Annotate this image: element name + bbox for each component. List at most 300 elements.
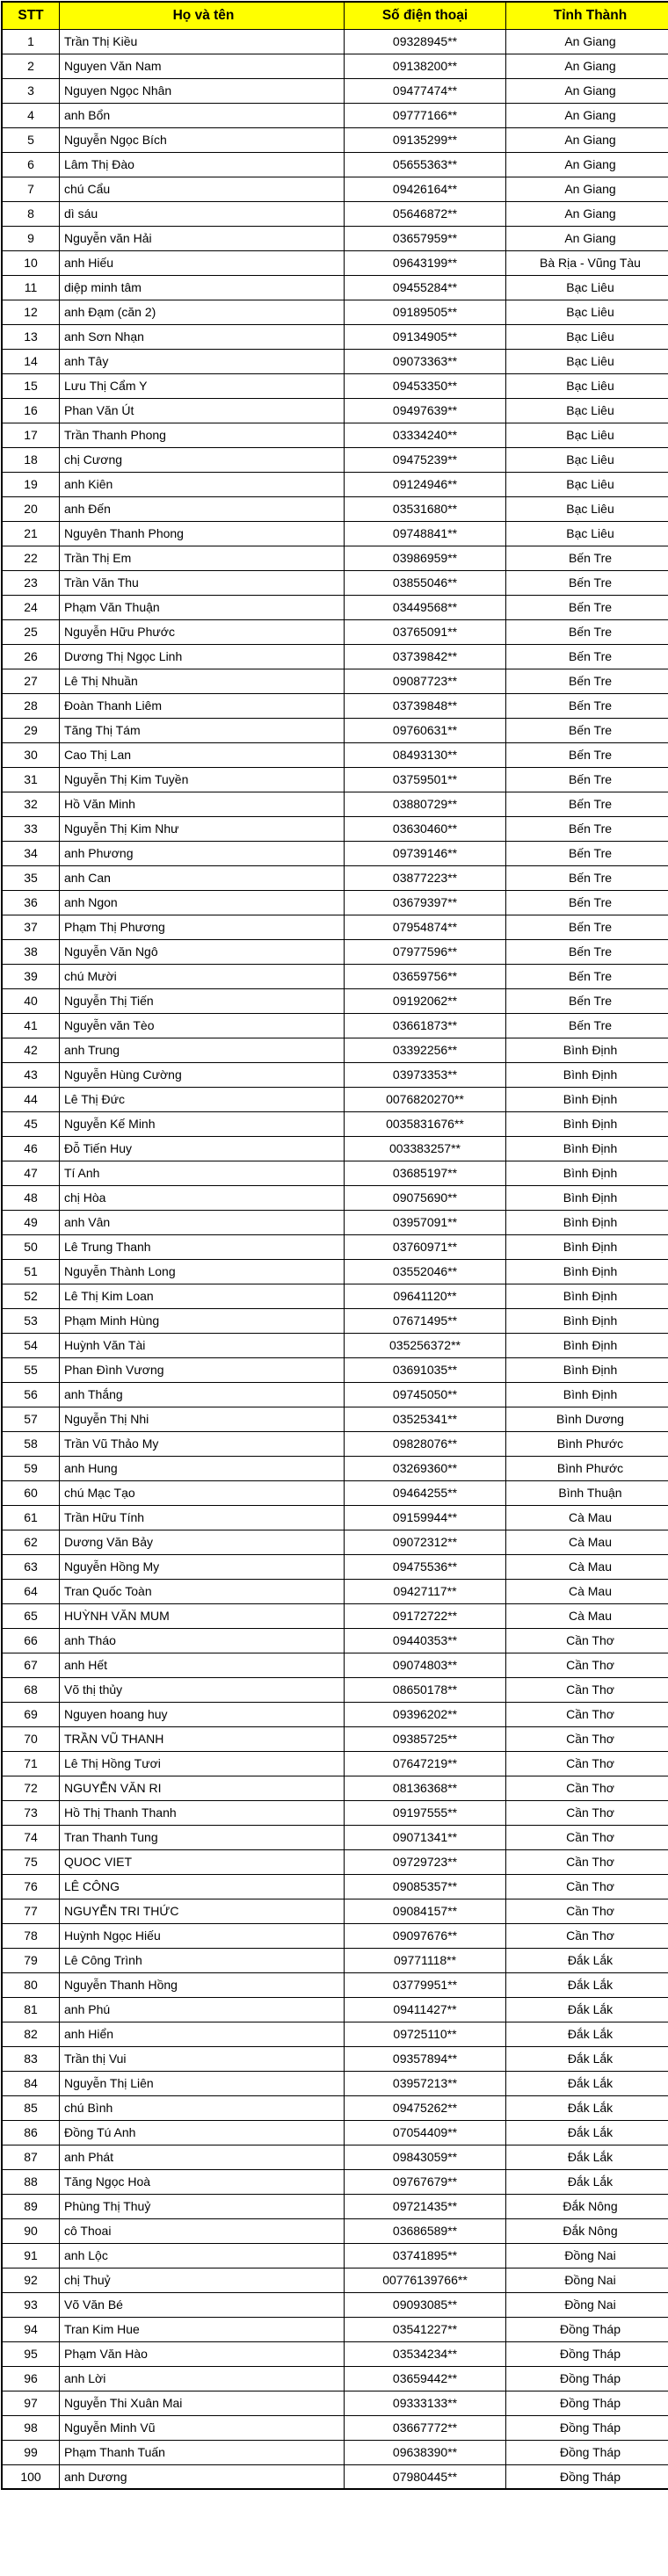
cell-province: Bà Rịa - Vũng Tàu	[506, 250, 668, 275]
cell-province: Đồng Tháp	[506, 2341, 668, 2366]
cell-province: Đồng Tháp	[506, 2317, 668, 2341]
cell-province: Đắk Lắk	[506, 2046, 668, 2071]
table-row	[2, 300, 668, 324]
cell-stt: 10	[2, 250, 60, 275]
cell-phone: 09828076**	[345, 1431, 506, 1456]
cell-province: Bình Định	[506, 1259, 668, 1284]
table-row	[2, 1874, 668, 1899]
cell-stt: 24	[2, 595, 60, 619]
cell-name: Nguyễn Hồng My	[60, 1554, 345, 1579]
cell-phone: 09075690**	[345, 1185, 506, 1210]
table-row	[2, 29, 668, 54]
cell-name: anh Can	[60, 865, 345, 890]
cell-phone: 03552046**	[345, 1259, 506, 1284]
cell-phone: 09475262**	[345, 2095, 506, 2120]
cell-province: Bến Tre	[506, 693, 668, 718]
cell-name: anh Bổn	[60, 103, 345, 127]
cell-phone: 09071341**	[345, 1825, 506, 1849]
cell-province: Bến Tre	[506, 792, 668, 816]
table-row	[2, 2071, 668, 2095]
cell-name: anh Đến	[60, 496, 345, 521]
cell-stt: 84	[2, 2071, 60, 2095]
cell-name: Phan Đình Vương	[60, 1357, 345, 1382]
cell-province: Bến Tre	[506, 619, 668, 644]
cell-phone: 09475239**	[345, 447, 506, 472]
table-row	[2, 2415, 668, 2440]
table-row	[2, 2243, 668, 2268]
cell-phone: 03685197**	[345, 1161, 506, 1185]
table-row	[2, 1579, 668, 1603]
cell-phone: 09739146**	[345, 841, 506, 865]
table-row	[2, 792, 668, 816]
table-row	[2, 570, 668, 595]
cell-province: Đắk Nông	[506, 2194, 668, 2218]
cell-name: Lê Công Trình	[60, 1948, 345, 1972]
cell-name: Cao Thị Lan	[60, 742, 345, 767]
cell-name: Tí Anh	[60, 1161, 345, 1185]
cell-province: Đắk Lắk	[506, 2120, 668, 2145]
cell-stt: 5	[2, 127, 60, 152]
table-row	[2, 373, 668, 398]
cell-name: anh Sơn Nhạn	[60, 324, 345, 349]
cell-stt: 92	[2, 2268, 60, 2292]
cell-stt: 80	[2, 1972, 60, 1997]
cell-stt: 63	[2, 1554, 60, 1579]
table-row	[2, 2440, 668, 2464]
cell-phone: 09172722**	[345, 1603, 506, 1628]
cell-name: Nguyễn Thị Liên	[60, 2071, 345, 2095]
table-row	[2, 2145, 668, 2169]
table-row	[2, 1161, 668, 1185]
table-row	[2, 1776, 668, 1800]
table-row	[2, 767, 668, 792]
table-row	[2, 1259, 668, 1284]
cell-stt: 90	[2, 2218, 60, 2243]
cell-name: Phạm Thị Phương	[60, 915, 345, 939]
cell-phone: 09328945**	[345, 29, 506, 54]
cell-phone: 03855046**	[345, 570, 506, 595]
cell-stt: 88	[2, 2169, 60, 2194]
table-row	[2, 1308, 668, 1333]
cell-name: Nguyen Văn Nam	[60, 54, 345, 78]
cell-province: Cần Thơ	[506, 1923, 668, 1948]
table-row	[2, 1038, 668, 1062]
table-row	[2, 546, 668, 570]
table-row	[2, 915, 668, 939]
cell-province: Bạc Liêu	[506, 447, 668, 472]
cell-province: Bến Tre	[506, 964, 668, 988]
cell-name: Hồ Thị Thanh Thanh	[60, 1800, 345, 1825]
table-row	[2, 250, 668, 275]
cell-province: An Giang	[506, 29, 668, 54]
cell-phone: 003383257**	[345, 1136, 506, 1161]
cell-name: anh Hiếu	[60, 250, 345, 275]
cell-stt: 37	[2, 915, 60, 939]
table-row	[2, 2218, 668, 2243]
cell-province: Bến Tre	[506, 546, 668, 570]
cell-stt: 26	[2, 644, 60, 669]
table-row	[2, 423, 668, 447]
cell-stt: 77	[2, 1899, 60, 1923]
cell-phone: 03760971**	[345, 1234, 506, 1259]
cell-province: Bình Định	[506, 1062, 668, 1087]
cell-phone: 09475536**	[345, 1554, 506, 1579]
cell-phone: 09725110**	[345, 2022, 506, 2046]
cell-stt: 95	[2, 2341, 60, 2366]
cell-phone: 03392256**	[345, 1038, 506, 1062]
cell-name: Đỗ Tiến Huy	[60, 1136, 345, 1161]
cell-name: Nguyễn Thị Kim Như	[60, 816, 345, 841]
cell-stt: 22	[2, 546, 60, 570]
cell-name: Nguyễn Thị Tiến	[60, 988, 345, 1013]
cell-phone: 09464255**	[345, 1480, 506, 1505]
cell-phone: 03973353**	[345, 1062, 506, 1087]
table-row	[2, 1185, 668, 1210]
table-row	[2, 988, 668, 1013]
cell-province: Cần Thơ	[506, 1899, 668, 1923]
cell-phone: 09333133**	[345, 2391, 506, 2415]
cell-phone: 09134905**	[345, 324, 506, 349]
cell-province: Cần Thơ	[506, 1849, 668, 1874]
cell-province: Bến Tre	[506, 816, 668, 841]
table-row	[2, 2292, 668, 2317]
cell-phone: 03269360**	[345, 1456, 506, 1480]
cell-name: anh Vân	[60, 1210, 345, 1234]
cell-stt: 93	[2, 2292, 60, 2317]
cell-phone: 03739842**	[345, 644, 506, 669]
cell-province: Cần Thơ	[506, 1726, 668, 1751]
cell-name: Phan Văn Út	[60, 398, 345, 423]
cell-name: LÊ CÔNG	[60, 1874, 345, 1899]
cell-phone: 035256372**	[345, 1333, 506, 1357]
cell-phone: 09385725**	[345, 1726, 506, 1751]
cell-phone: 03630460**	[345, 816, 506, 841]
cell-stt: 69	[2, 1702, 60, 1726]
cell-name: Võ thị thủy	[60, 1677, 345, 1702]
cell-phone: 09124946**	[345, 472, 506, 496]
cell-phone: 03531680**	[345, 496, 506, 521]
cell-phone: 03679397**	[345, 890, 506, 915]
cell-name: chú Cẩu	[60, 177, 345, 201]
table-row	[2, 472, 668, 496]
header-province: Tỉnh Thành	[506, 2, 668, 29]
cell-phone: 03534234**	[345, 2341, 506, 2366]
cell-phone: 03877223**	[345, 865, 506, 890]
cell-stt: 97	[2, 2391, 60, 2415]
cell-phone: 08493130**	[345, 742, 506, 767]
table-row	[2, 1407, 668, 1431]
cell-province: Cần Thơ	[506, 1677, 668, 1702]
cell-province: Đắk Lắk	[506, 2095, 668, 2120]
cell-name: Trần Thị Em	[60, 546, 345, 570]
table-row	[2, 1800, 668, 1825]
cell-stt: 73	[2, 1800, 60, 1825]
cell-stt: 82	[2, 2022, 60, 2046]
cell-phone: 03541227**	[345, 2317, 506, 2341]
table-row	[2, 2341, 668, 2366]
cell-name: anh Phú	[60, 1997, 345, 2022]
cell-stt: 36	[2, 890, 60, 915]
cell-name: Nguyễn Thanh Hồng	[60, 1972, 345, 1997]
cell-phone: 09748841**	[345, 521, 506, 546]
cell-province: Đắk Lắk	[506, 1997, 668, 2022]
cell-province: Bình Định	[506, 1210, 668, 1234]
cell-name: chú Bình	[60, 2095, 345, 2120]
cell-phone: 09159944**	[345, 1505, 506, 1530]
cell-name: anh Phương	[60, 841, 345, 865]
table-row	[2, 1653, 668, 1677]
cell-stt: 44	[2, 1087, 60, 1111]
cell-phone: 07980445**	[345, 2464, 506, 2489]
cell-phone: 03957213**	[345, 2071, 506, 2095]
cell-phone: 09093085**	[345, 2292, 506, 2317]
cell-phone: 09638390**	[345, 2440, 506, 2464]
cell-stt: 56	[2, 1382, 60, 1407]
cell-name: dì sáu	[60, 201, 345, 226]
cell-name: Hồ Văn Minh	[60, 792, 345, 816]
cell-province: Cần Thơ	[506, 1702, 668, 1726]
cell-name: NGUYỄN VĂN RI	[60, 1776, 345, 1800]
cell-stt: 35	[2, 865, 60, 890]
cell-stt: 17	[2, 423, 60, 447]
cell-phone: 09197555**	[345, 1800, 506, 1825]
table-row	[2, 1013, 668, 1038]
cell-province: Bình Phước	[506, 1456, 668, 1480]
table-row	[2, 54, 668, 78]
cell-phone: 09085357**	[345, 1874, 506, 1899]
cell-name: Trần Thị Kiều	[60, 29, 345, 54]
cell-province: Bạc Liêu	[506, 521, 668, 546]
cell-stt: 21	[2, 521, 60, 546]
cell-stt: 66	[2, 1628, 60, 1653]
cell-province: Đắk Nông	[506, 2218, 668, 2243]
cell-province: Bạc Liêu	[506, 349, 668, 373]
cell-name: Nguyen hoang huy	[60, 1702, 345, 1726]
cell-province: Đắk Lắk	[506, 2145, 668, 2169]
cell-province: Bến Tre	[506, 595, 668, 619]
cell-name: Phạm Minh Hùng	[60, 1308, 345, 1333]
cell-stt: 94	[2, 2317, 60, 2341]
cell-province: Đắk Lắk	[506, 1948, 668, 1972]
cell-name: Nguyễn văn Tèo	[60, 1013, 345, 1038]
table-row	[2, 1677, 668, 1702]
cell-stt: 98	[2, 2415, 60, 2440]
cell-stt: 85	[2, 2095, 60, 2120]
cell-name: Phạm Văn Thuận	[60, 595, 345, 619]
cell-stt: 27	[2, 669, 60, 693]
cell-phone: 09453350**	[345, 373, 506, 398]
cell-name: anh Lộc	[60, 2243, 345, 2268]
cell-name: Trần Văn Thu	[60, 570, 345, 595]
cell-stt: 3	[2, 78, 60, 103]
cell-province: Bến Tre	[506, 915, 668, 939]
cell-name: Tran Thanh Tung	[60, 1825, 345, 1849]
table-row	[2, 521, 668, 546]
table-row	[2, 890, 668, 915]
cell-name: Nguyễn Minh Vũ	[60, 2415, 345, 2440]
table-row	[2, 1111, 668, 1136]
table-row	[2, 1972, 668, 1997]
cell-province: Cần Thơ	[506, 1825, 668, 1849]
cell-stt: 74	[2, 1825, 60, 1849]
cell-stt: 83	[2, 2046, 60, 2071]
cell-stt: 89	[2, 2194, 60, 2218]
header-stt: STT	[2, 2, 60, 29]
cell-province: Bình Định	[506, 1234, 668, 1259]
cell-province: Bình Thuận	[506, 1480, 668, 1505]
cell-stt: 71	[2, 1751, 60, 1776]
cell-stt: 29	[2, 718, 60, 742]
cell-stt: 49	[2, 1210, 60, 1234]
table-row	[2, 103, 668, 127]
cell-name: anh Lời	[60, 2366, 345, 2391]
cell-stt: 2	[2, 54, 60, 78]
header-name: Họ và tên	[60, 2, 345, 29]
cell-province: Bình Định	[506, 1136, 668, 1161]
cell-stt: 43	[2, 1062, 60, 1087]
table-row	[2, 1530, 668, 1554]
cell-name: Nguyễn Ngọc Bích	[60, 127, 345, 152]
cell-stt: 64	[2, 1579, 60, 1603]
cell-phone: 03739848**	[345, 693, 506, 718]
cell-name: Trần thị Vui	[60, 2046, 345, 2071]
cell-name: Nguyễn Thành Long	[60, 1259, 345, 1284]
cell-phone: 03657959**	[345, 226, 506, 250]
table-row	[2, 2095, 668, 2120]
cell-phone: 09721435**	[345, 2194, 506, 2218]
cell-stt: 16	[2, 398, 60, 423]
cell-name: HUỲNH VĂN MUM	[60, 1603, 345, 1628]
cell-stt: 62	[2, 1530, 60, 1554]
cell-stt: 8	[2, 201, 60, 226]
cell-phone: 09072312**	[345, 1530, 506, 1554]
table-row	[2, 644, 668, 669]
cell-province: Đồng Tháp	[506, 2366, 668, 2391]
cell-province: Đồng Tháp	[506, 2391, 668, 2415]
cell-stt: 91	[2, 2243, 60, 2268]
cell-name: Dương Văn Bảy	[60, 1530, 345, 1554]
cell-province: Bình Định	[506, 1111, 668, 1136]
cell-stt: 45	[2, 1111, 60, 1136]
cell-stt: 48	[2, 1185, 60, 1210]
cell-phone: 03765091**	[345, 619, 506, 644]
cell-phone: 03449568**	[345, 595, 506, 619]
cell-province: Đắk Lắk	[506, 2071, 668, 2095]
cell-stt: 14	[2, 349, 60, 373]
cell-phone: 03659442**	[345, 2366, 506, 2391]
cell-stt: 99	[2, 2440, 60, 2464]
cell-province: Đồng Tháp	[506, 2415, 668, 2440]
table-row	[2, 865, 668, 890]
cell-province: An Giang	[506, 54, 668, 78]
table-row	[2, 2366, 668, 2391]
table-row	[2, 1603, 668, 1628]
table-row	[2, 324, 668, 349]
cell-stt: 23	[2, 570, 60, 595]
cell-phone: 03661873**	[345, 1013, 506, 1038]
cell-name: Lê Trung Thanh	[60, 1234, 345, 1259]
cell-phone: 09477474**	[345, 78, 506, 103]
cell-phone: 09396202**	[345, 1702, 506, 1726]
cell-stt: 1	[2, 29, 60, 54]
cell-name: Nguyễn văn Hải	[60, 226, 345, 250]
cell-phone: 09771118**	[345, 1948, 506, 1972]
cell-province: Bến Tre	[506, 890, 668, 915]
cell-province: Bạc Liêu	[506, 275, 668, 300]
cell-province: Bến Tre	[506, 718, 668, 742]
contact-table	[1, 1, 668, 2490]
cell-phone: 03525341**	[345, 1407, 506, 1431]
cell-province: Bình Định	[506, 1357, 668, 1382]
table-row	[2, 1554, 668, 1579]
cell-name: chú Mười	[60, 964, 345, 988]
cell-province: Cần Thơ	[506, 1628, 668, 1653]
cell-province: Đắk Lắk	[506, 1972, 668, 1997]
cell-stt: 11	[2, 275, 60, 300]
cell-phone: 03779951**	[345, 1972, 506, 1997]
cell-phone: 09767679**	[345, 2169, 506, 2194]
table-row	[2, 816, 668, 841]
cell-phone: 09641120**	[345, 1284, 506, 1308]
cell-province: Bình Định	[506, 1308, 668, 1333]
cell-stt: 81	[2, 1997, 60, 2022]
cell-province: Cần Thơ	[506, 1653, 668, 1677]
cell-province: Cà Mau	[506, 1579, 668, 1603]
cell-name: Lâm Thị Đào	[60, 152, 345, 177]
table-row	[2, 1899, 668, 1923]
cell-phone: 09843059**	[345, 2145, 506, 2169]
cell-name: Dương Thị Ngọc Linh	[60, 644, 345, 669]
cell-name: Phùng Thị Thuỷ	[60, 2194, 345, 2218]
cell-stt: 40	[2, 988, 60, 1013]
cell-province: Bạc Liêu	[506, 472, 668, 496]
table-row	[2, 398, 668, 423]
cell-stt: 9	[2, 226, 60, 250]
cell-province: Đồng Tháp	[506, 2440, 668, 2464]
cell-name: cô Thoai	[60, 2218, 345, 2243]
table-row	[2, 2046, 668, 2071]
cell-phone: 09073363**	[345, 349, 506, 373]
cell-phone: 0035831676**	[345, 1111, 506, 1136]
cell-province: Bến Tre	[506, 939, 668, 964]
cell-name: Nguyễn Hữu Phước	[60, 619, 345, 644]
cell-phone: 09427117**	[345, 1579, 506, 1603]
cell-stt: 60	[2, 1480, 60, 1505]
cell-province: Bến Tre	[506, 644, 668, 669]
cell-stt: 72	[2, 1776, 60, 1800]
cell-stt: 61	[2, 1505, 60, 1530]
table-row	[2, 1628, 668, 1653]
table-body	[2, 29, 668, 2489]
cell-phone: 09455284**	[345, 275, 506, 300]
cell-name: Trần Hữu Tính	[60, 1505, 345, 1530]
cell-phone: 03759501**	[345, 767, 506, 792]
cell-province: Bạc Liêu	[506, 373, 668, 398]
cell-stt: 65	[2, 1603, 60, 1628]
cell-province: Bến Tre	[506, 865, 668, 890]
cell-name: Đồng Tú Anh	[60, 2120, 345, 2145]
cell-province: Cà Mau	[506, 1554, 668, 1579]
table-row	[2, 177, 668, 201]
table-row	[2, 964, 668, 988]
cell-stt: 39	[2, 964, 60, 988]
cell-name: Đoàn Thanh Liêm	[60, 693, 345, 718]
cell-name: anh Hết	[60, 1653, 345, 1677]
cell-province: Bến Tre	[506, 570, 668, 595]
table-row	[2, 1431, 668, 1456]
cell-name: Nguyễn Thị Kim Tuyền	[60, 767, 345, 792]
cell-stt: 28	[2, 693, 60, 718]
